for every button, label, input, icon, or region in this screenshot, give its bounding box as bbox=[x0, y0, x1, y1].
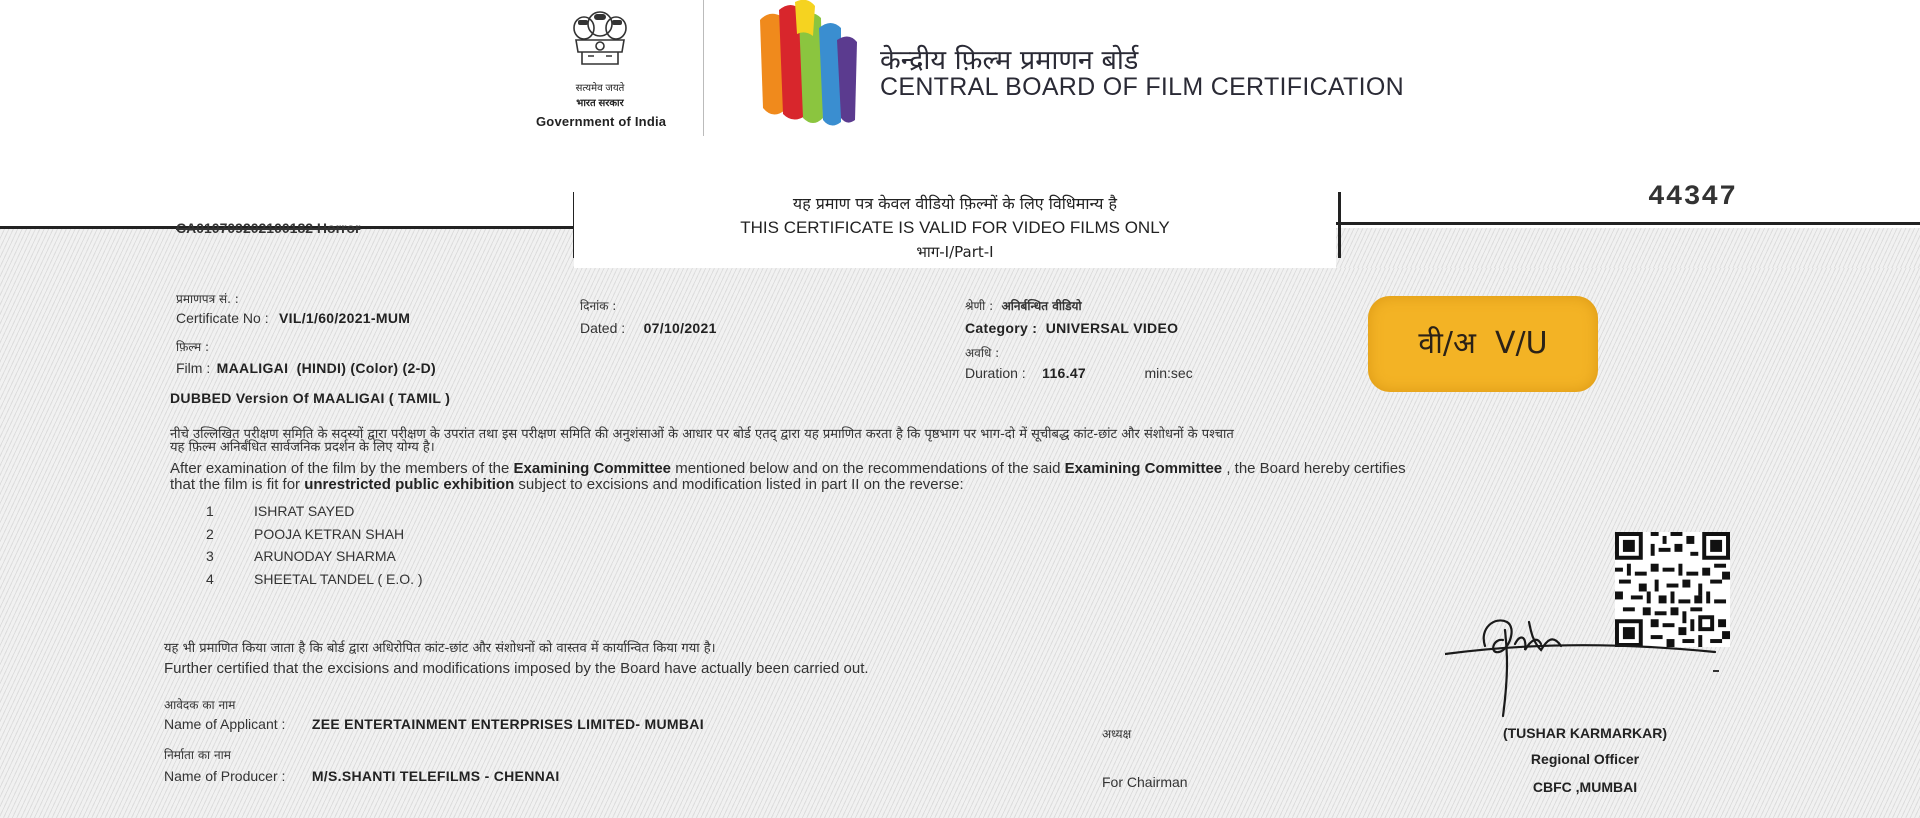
serial-number: 44347 bbox=[1648, 182, 1738, 213]
producer-label-hindi: निर्माता का नाम bbox=[164, 748, 231, 762]
certificate-no-value: VIL/1/60/2021-MUM bbox=[279, 310, 411, 326]
date-row bbox=[580, 320, 717, 338]
signatory-office: CBFC ,MUMBAI bbox=[1532, 779, 1638, 795]
header-rule-right bbox=[1336, 222, 1920, 225]
category-row bbox=[965, 320, 1178, 338]
date-label: Dated : bbox=[580, 320, 626, 336]
statement-english-line-1: After examination of the film by the members of the Examining Committee mentioned below and on the recommendations of the said Examining Committee , the Board hereby certifies bbox=[170, 460, 1406, 477]
film-label-hindi: फ़िल्म : bbox=[176, 340, 210, 354]
date-label-hindi: दिनांक : bbox=[580, 299, 617, 313]
chairman-english: For Chairman bbox=[1102, 774, 1188, 790]
list-item: 2 POOJA KETRAN SHAH bbox=[206, 526, 405, 542]
category-label-hindi: श्रेणी : bbox=[965, 299, 994, 313]
certificate-no-label: Certificate No : bbox=[176, 310, 269, 326]
category-hindi-row bbox=[965, 297, 1082, 315]
certificate-background-right bbox=[1336, 228, 1920, 268]
emblem-motto: सत्यमेव जयते bbox=[575, 83, 625, 94]
applicant-value: ZEE ENTERTAINMENT ENTERPRISES LIMITED- MUMBAI bbox=[311, 716, 704, 732]
cbfc-logo bbox=[755, 0, 865, 130]
list-item: 4 SHEETAL TANDEL ( E.O. ) bbox=[206, 571, 423, 587]
emblem-hindi-label: भारत सरकार bbox=[576, 98, 624, 109]
chairman-hindi: अध्यक्ष bbox=[1102, 727, 1132, 741]
list-item: 3 ARUNODAY SHARMA bbox=[206, 548, 396, 564]
statement-hindi-line-2: यह फ़िल्म अनिर्बंधित सार्वजनिक प्रदर्शन के लिए योग्य है। bbox=[170, 440, 435, 455]
category-label: Category : bbox=[965, 320, 1038, 336]
certification-badge bbox=[1368, 296, 1598, 392]
duration-row bbox=[965, 365, 1193, 383]
certificate-no-row bbox=[176, 310, 410, 328]
duration-unit: min:sec bbox=[1144, 365, 1193, 381]
statement-hindi-line-1: नीचे उल्लिखित परीक्षण समिति के सदस्यों द्वारा परीक्षण के उपरांत तथा इस परीक्षण समिति की अनुशंसाओं के आधार पर बोर्ड एतद् द्वारा यह प्रमाणित करता है कि पृष्ठभाग पर भाग-दो में सूचीबद्ध कांट-छांट और संशोधनों के पश्चात bbox=[170, 427, 1234, 442]
signatory-title: Regional Officer bbox=[1530, 751, 1640, 767]
further-english: Further certified that the excisions and modifications imposed by the Board have actually been carried out. bbox=[164, 660, 869, 677]
duration-label: Duration : bbox=[965, 365, 1026, 381]
rule-tick-right bbox=[1338, 192, 1341, 258]
dubbed-version: DUBBED Version Of MAALIGAI ( TAMIL ) bbox=[170, 390, 451, 406]
duration-value: 116.47 bbox=[1042, 365, 1087, 381]
producer-label: Name of Producer : bbox=[164, 768, 286, 784]
header-divider bbox=[703, 0, 704, 136]
signature bbox=[1445, 610, 1725, 720]
validity-part: भाग-I/Part-I bbox=[916, 243, 994, 261]
applicant-label-hindi: आवेदक का नाम bbox=[164, 698, 236, 712]
validity-hindi: यह प्रमाण पत्र केवल वीडियो फ़िल्मों के लिए विधिमान्य है bbox=[792, 194, 1118, 213]
category-value-hindi: अनिर्बन्धित वीडियो bbox=[1001, 299, 1082, 313]
producer-row bbox=[164, 768, 560, 786]
certificate-no-label-hindi: प्रमाणपत्र सं. : bbox=[176, 292, 239, 306]
government-label: Government of India bbox=[536, 114, 667, 129]
film-value: MAALIGAI (HINDI) (Color) (2-D) bbox=[216, 360, 436, 376]
further-hindi: यह भी प्रमाणित किया जाता है कि बोर्ड द्वारा अधिरोपित कांट-छांट और संशोधनों को वास्तव में कार्यान्वित किया गया है। bbox=[164, 641, 716, 656]
producer-value: M/S.SHANTI TELEFILMS - CHENNAI bbox=[311, 768, 560, 784]
duration-label-hindi: अवधि : bbox=[965, 346, 1000, 360]
board-title-english: CENTRAL BOARD OF FILM CERTIFICATION bbox=[880, 73, 1404, 101]
category-value: UNIVERSAL VIDEO bbox=[1045, 320, 1179, 336]
list-item: 1 ISHRAT SAYED bbox=[206, 503, 355, 519]
board-title-hindi: केन्द्रीय फ़िल्म प्रमाणन बोर्ड bbox=[880, 45, 1139, 76]
date-value: 07/10/2021 bbox=[643, 320, 717, 336]
applicant-label: Name of Applicant : bbox=[164, 716, 286, 732]
statement-english-line-2: that the film is fit for unrestricted public exhibition subject to excisions and modification listed in part II on the reverse: bbox=[170, 476, 964, 493]
badge-text: वी/अ V/U bbox=[1418, 326, 1548, 361]
film-label: Film : bbox=[176, 360, 211, 376]
validity-notice bbox=[574, 190, 1336, 268]
struck-reference: CA010709202100182 Horror bbox=[176, 220, 361, 236]
applicant-row bbox=[164, 716, 704, 734]
film-row bbox=[176, 360, 436, 378]
signatory-name: (TUSHAR KARMARKAR) bbox=[1502, 725, 1668, 741]
national-emblem-icon bbox=[560, 2, 640, 82]
validity-english: THIS CERTIFICATE IS VALID FOR VIDEO FILMS ONLY bbox=[740, 218, 1170, 237]
